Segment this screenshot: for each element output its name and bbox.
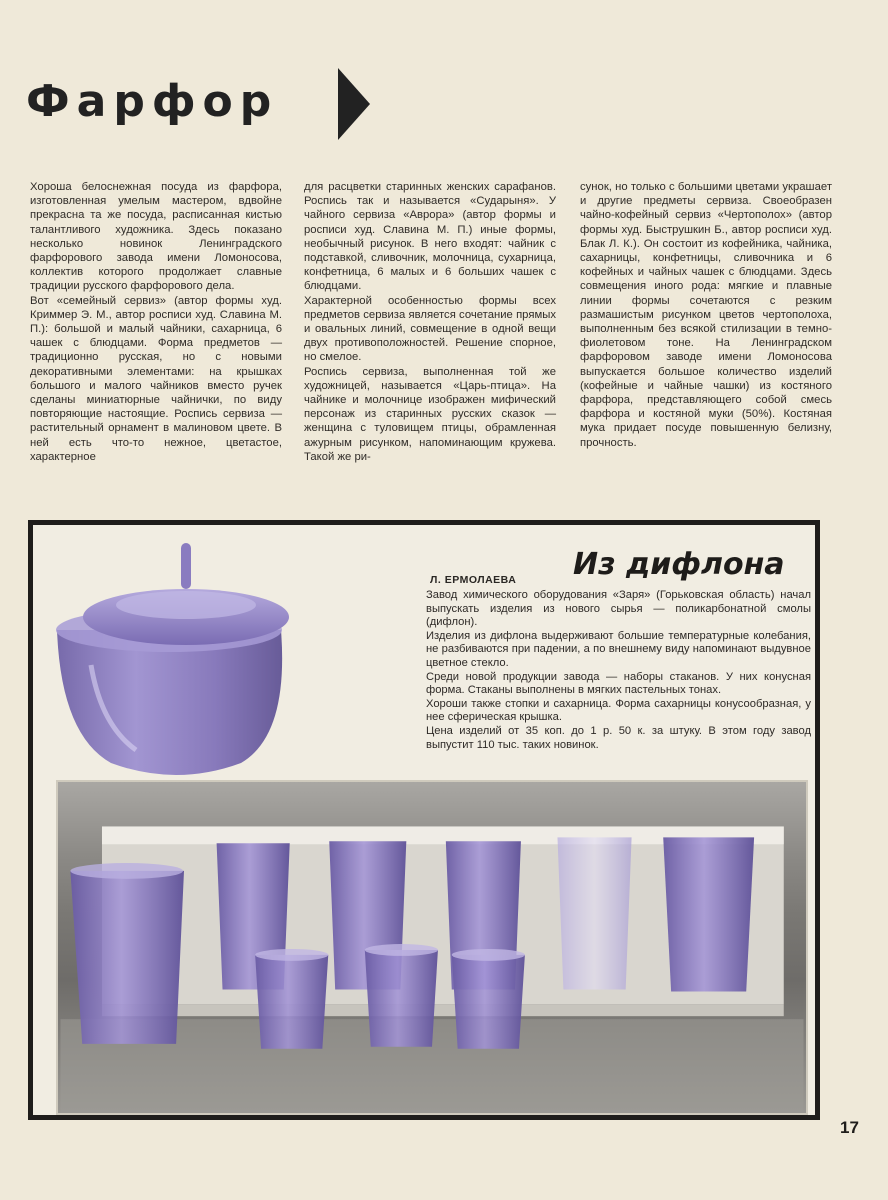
triangle-arrow-icon [338,68,370,140]
article-paragraph: сунок, но только с большими цветами украшает и другие предметы сервиза. Своеобразен чайно-кофейный сервиз «Чертополох» (автор формы худ. Быструшкин Б., автор росписи худ. Блак Л. К.). Он состоит из кофейника, чайника, сахарницы, конфетницы, сливочника и 6 кофейных и чайных чашек с блюдцами. Здесь совмещения иного рода: мягкие и плавные линии формы сочетаются с резким размашистым рисунком цветов чертополоха, выполненным без всякой стилизации в темно-фиолетовом тоне. На Ленинградском фарфоровом заводе имени Ломоносова выпускается большое количество изделий (кофейные и чайные чашки) из костяного фарфора, представляющего собой смесь фарфора и костяной муки (50%). Костяная мука придает посуде повышенную белизну, прочность. [580,181,832,449]
sidebar-paragraph: Завод химического оборудования «Заря» (Горьковская область) начал выпускать изделия из нового сырья — поликарбонатной смолы (дифлон). [426,589,811,629]
article-paragraph: Хороша белоснежная посуда из фарфора, изготовленная умелым мастером, вдвойне прекрасна та же посуда, расписанная кистью талантливого художника. Здесь показано несколько новинок Ленинградского фарфорового завода имени Ломоносова, коллектив которого продолжает славные традиции русского фарфорового дела. [30,181,282,293]
page-title: Фарфор [26,76,279,127]
article-paragraph: Роспись сервиза, выполненная той же художницей, называется «Царь-птица». На чайнике и молочнице изображен мифический персонаж из старинных русских сказок — женщина с туловищем птицы, обрамленная ажурным рисунком, напоминающим кружева. Такой же ри- [304,365,556,463]
article-column-1 [30,180,282,464]
article-paragraph: Вот «семейный сервиз» (автор формы худ. Криммер Э. М., автор росписи худ. Славина М. П.): большой и малый чайники, сахарница, 6 чашек с блюдцами. Форма предметов — традиционно русская, но с новыми декоративными элементами: на крышках большого и малого чайников вместо ручек сделаны миниатюрные чайнички, по виду повторяющие настоящие. Роспись сервиза — растительный орнамент в малиновом цвете. В ней есть что-то нежное, цветастое, характерное [30,294,282,463]
sugar-bowl-photo [41,535,311,785]
sidebar-paragraph: Цена изделий от 35 коп. до 1 р. 50 к. за штуку. В этом году завод выпустит 110 тыс. таких новинок. [426,724,811,751]
glasses-photo [56,780,808,1115]
article-column-3 [580,180,832,450]
article-column-2 [304,180,556,464]
sidebar-title: Из дифлона [573,547,785,582]
article-paragraph: для расцветки старинных женских сарафанов. Роспись так и называется «Сударыня». У чайного сервиза «Аврора» (автор формы и росписи худ. Славина М. П.) иные формы, необычный рисунок. В него входят: чайник с подставкой, сливочник, молочница, сухарница, конфетница, 6 малых и 6 больших чашек с блюдцами. [304,181,556,293]
difflon-sidebar-box [28,520,820,1120]
sidebar-text [426,589,811,752]
article-byline: Л. ЕРМОЛАЕВА [430,574,517,586]
page-number: 17 [840,1118,859,1137]
article-paragraph: Характерной особенностью формы всех предметов сервиза является сочетание прямых и овальных линий, совмещение в одной вещи двух противоположностей. Решение спорное, но смелое. [304,294,556,364]
sidebar-paragraph: Изделия из дифлона выдерживают большие температурные колебания, не разбиваются при падении, а по внешнему виду напоминают выдувное цветное стекло. [426,629,811,669]
sidebar-paragraph: Хороши также стопки и сахарница. Форма сахарницы конусообразная, у нее сферическая крышка. [426,697,811,724]
sidebar-paragraph: Среди новой продукции завода — наборы стаканов. У них конусная форма. Стаканы выполнены в мягких пастельных тонах. [426,670,811,697]
